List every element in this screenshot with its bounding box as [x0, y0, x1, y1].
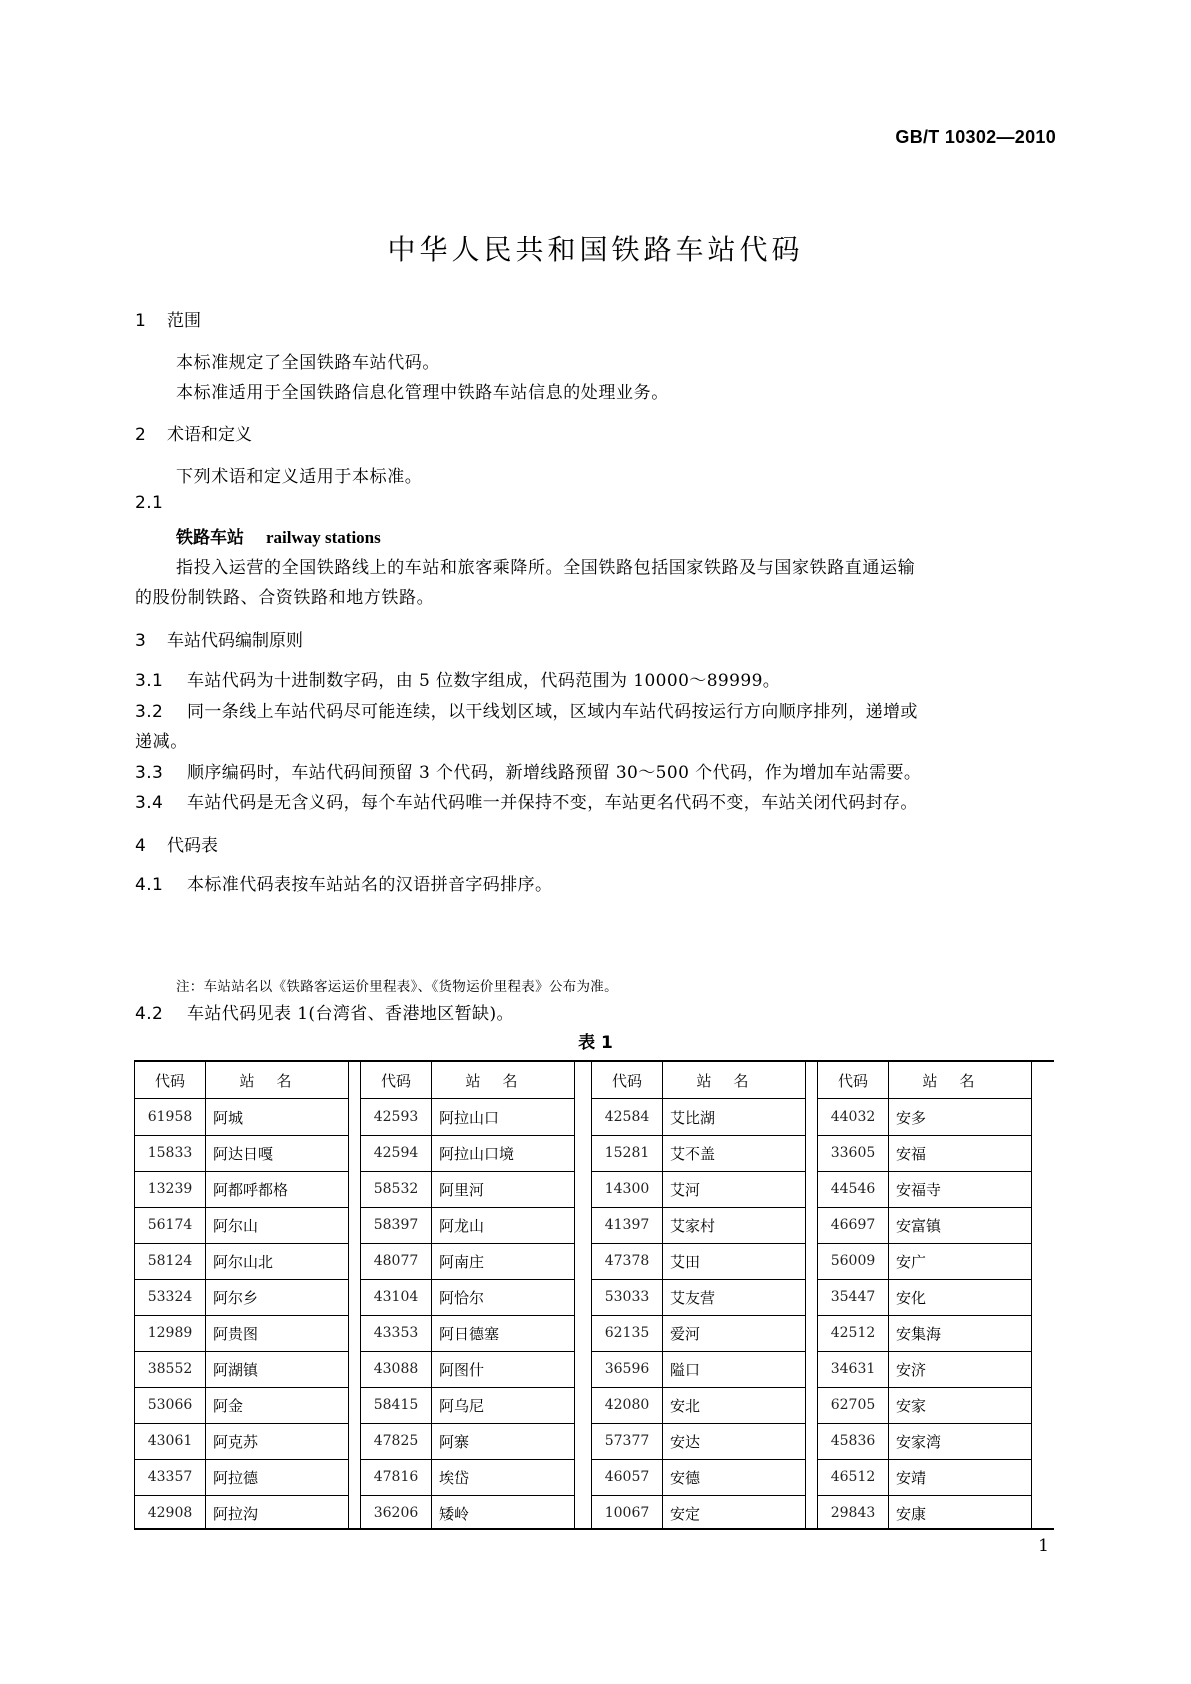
- table-row: [135, 1495, 348, 1531]
- station-code: 10067: [604, 1505, 650, 1521]
- station-name: 阿金: [213, 1396, 244, 1415]
- table-header-row: [361, 1062, 574, 1099]
- table-row: [818, 1495, 1031, 1531]
- table-row: [592, 1495, 805, 1531]
- table-row: [135, 1207, 348, 1244]
- paragraph: 下列术语和定义适用于本标准。: [176, 467, 423, 487]
- table-header-row: [135, 1062, 348, 1099]
- table-row: [361, 1207, 574, 1244]
- term-entry: [176, 523, 381, 548]
- section-title: 范围: [167, 311, 201, 331]
- section-title: 车站代码编制原则: [167, 631, 303, 651]
- station-name: 安达: [670, 1432, 701, 1451]
- station-name: 阿湖镇: [213, 1360, 259, 1379]
- section-number: 4: [135, 836, 146, 856]
- standard-number: GB/T 10302—2010: [895, 127, 1056, 147]
- station-name: 安康: [896, 1504, 927, 1523]
- page-number: 1: [1038, 1536, 1049, 1556]
- table-row: [135, 1459, 348, 1496]
- subclause-number: 2.1: [135, 493, 164, 513]
- station-code: 45836: [830, 1433, 876, 1449]
- station-name: 安靖: [896, 1468, 927, 1487]
- table-row: [818, 1459, 1031, 1496]
- table-caption: 表 1: [578, 1033, 613, 1053]
- station-code: 33605: [830, 1145, 876, 1161]
- station-name: 安家湾: [896, 1432, 942, 1451]
- table-block: [591, 1062, 806, 1528]
- station-code: 56009: [830, 1253, 876, 1269]
- table-row: [592, 1207, 805, 1244]
- station-name: 埃岱: [439, 1468, 470, 1487]
- station-name: 安化: [896, 1288, 927, 1307]
- station-name: 艾河: [670, 1180, 701, 1199]
- station-name: 安家: [896, 1396, 927, 1415]
- section-number: 3: [135, 631, 146, 651]
- station-code: 48077: [373, 1253, 419, 1269]
- table-row: [818, 1171, 1031, 1208]
- station-name: 安广: [896, 1252, 927, 1271]
- table-row: [135, 1315, 348, 1352]
- station-code: 13239: [147, 1181, 193, 1197]
- station-code: 46512: [830, 1469, 876, 1485]
- station-code: 44546: [830, 1181, 876, 1197]
- table-row: [135, 1135, 348, 1172]
- station-name: 阿城: [213, 1108, 244, 1127]
- station-code: 56174: [147, 1217, 193, 1233]
- station-name: 安富镇: [896, 1216, 942, 1235]
- station-code: 53066: [147, 1397, 193, 1413]
- station-name: 阿贵图: [213, 1324, 259, 1343]
- paragraph: 本标准规定了全国铁路车站代码。: [176, 353, 440, 373]
- clause-3-3: [135, 758, 921, 783]
- station-code: 42080: [604, 1397, 650, 1413]
- station-code: 58397: [373, 1217, 419, 1233]
- station-name: 阿南庄: [439, 1252, 485, 1271]
- station-name: 艾比湖: [670, 1108, 716, 1127]
- station-code: 43104: [373, 1289, 419, 1305]
- station-name: 艾不盖: [670, 1144, 716, 1163]
- table-row: [818, 1387, 1031, 1424]
- station-name: 阿都呼都格: [213, 1180, 289, 1199]
- header-code: 代码: [154, 1071, 185, 1090]
- table-row: [361, 1315, 574, 1352]
- station-code: 29843: [830, 1505, 876, 1521]
- station-code: 12989: [147, 1325, 193, 1341]
- table-row: [592, 1387, 805, 1424]
- table-row: [135, 1243, 348, 1280]
- station-code: 47378: [604, 1253, 650, 1269]
- section-1-heading: [135, 306, 201, 331]
- clause-text: 顺序编码时，车站代码间预留 3 个代码，新增线路预留 30～500 个代码，作为增加车站需要。: [187, 763, 922, 783]
- station-code: 34631: [830, 1361, 876, 1377]
- station-code: 43357: [147, 1469, 193, 1485]
- table-row: [592, 1171, 805, 1208]
- station-code: 47816: [373, 1469, 419, 1485]
- station-name: 阿恰尔: [439, 1288, 485, 1307]
- station-name: 艾友营: [670, 1288, 716, 1307]
- station-code: 41397: [604, 1217, 650, 1233]
- section-title: 术语和定义: [167, 425, 252, 445]
- table-row: [361, 1387, 574, 1424]
- clause-3-1: [135, 666, 780, 691]
- table-row: [361, 1279, 574, 1316]
- note-text: 注：车站站名以《铁路客运运价里程表》、《货物运价里程表》公布为准。: [176, 979, 618, 995]
- station-code: 47825: [373, 1433, 419, 1449]
- clause-text: 本标准代码表按车站站名的汉语拼音字码排序。: [187, 875, 553, 895]
- station-name: 阿拉山口: [439, 1108, 500, 1127]
- table-row: [135, 1423, 348, 1460]
- station-code: 38552: [147, 1361, 193, 1377]
- station-code: 43088: [373, 1361, 419, 1377]
- clause-text-continuation: 递减。: [135, 732, 188, 752]
- clause-text: 车站代码是无含义码，每个车站代码唯一并保持不变，车站更名代码不变，车站关闭代码封存。: [187, 793, 918, 813]
- clause-number: 3.4: [135, 793, 164, 813]
- station-code: 58124: [147, 1253, 193, 1269]
- header-code: 代码: [611, 1071, 642, 1090]
- table-row: [592, 1351, 805, 1388]
- header-code: 代码: [380, 1071, 411, 1090]
- station-name: 阿日德塞: [439, 1324, 500, 1343]
- table-row: [361, 1171, 574, 1208]
- station-name: 阿尔山北: [213, 1252, 274, 1271]
- station-name: 安福寺: [896, 1180, 942, 1199]
- header-name: 站名: [239, 1071, 314, 1090]
- station-name: 阿拉山口境: [439, 1144, 515, 1163]
- station-code: 62705: [830, 1397, 876, 1413]
- clause-text: 同一条线上车站代码尽可能连续，以干线划区域，区域内车站代码按运行方向顺序排列，递增或: [187, 702, 918, 722]
- station-code: 42593: [373, 1109, 419, 1125]
- station-code: 35447: [830, 1289, 876, 1305]
- station-code: 53033: [604, 1289, 650, 1305]
- clause-4-1: [135, 870, 552, 895]
- station-name: 阿里河: [439, 1180, 485, 1199]
- station-code-table: [134, 1060, 1054, 1530]
- station-code: 42594: [373, 1145, 419, 1161]
- station-name: 阿龙山: [439, 1216, 485, 1235]
- station-code: 61958: [147, 1109, 193, 1125]
- table-row: [361, 1495, 574, 1531]
- section-4-heading: [135, 831, 218, 856]
- table-row: [135, 1279, 348, 1316]
- table-row: [592, 1423, 805, 1460]
- station-code: 46697: [830, 1217, 876, 1233]
- clause-3-2: [135, 697, 918, 722]
- section-2-heading: [135, 420, 252, 445]
- table-header-row: [592, 1062, 805, 1099]
- section-number: 2: [135, 425, 146, 445]
- clause-number: 4.1: [135, 875, 164, 895]
- table-row: [818, 1099, 1031, 1136]
- table-row: [818, 1351, 1031, 1388]
- station-code: 58532: [373, 1181, 419, 1197]
- station-name: 阿乌尼: [439, 1396, 485, 1415]
- section-title: 代码表: [167, 836, 218, 856]
- paragraph: 本标准适用于全国铁路信息化管理中铁路车站信息的处理业务。: [176, 383, 669, 403]
- table-row: [592, 1459, 805, 1496]
- table-row: [592, 1243, 805, 1280]
- table-row: [135, 1351, 348, 1388]
- station-name: 安定: [670, 1504, 701, 1523]
- header-name: 站名: [922, 1071, 997, 1090]
- clause-3-4: [135, 788, 918, 813]
- table-row: [135, 1387, 348, 1424]
- clause-number: 4.2: [135, 1004, 164, 1024]
- station-code: 42512: [830, 1325, 876, 1341]
- station-name: 安多: [896, 1108, 927, 1127]
- table-row: [818, 1207, 1031, 1244]
- station-name: 阿达日嘎: [213, 1144, 274, 1163]
- station-code: 14300: [604, 1181, 650, 1197]
- table-row: [361, 1423, 574, 1460]
- station-code: 44032: [830, 1109, 876, 1125]
- clause-text: 车站代码见表 1(台湾省、香港地区暂缺)。: [187, 1004, 514, 1024]
- station-code: 62135: [604, 1325, 650, 1341]
- station-code: 53324: [147, 1289, 193, 1305]
- station-name: 安济: [896, 1360, 927, 1379]
- station-name: 安北: [670, 1396, 701, 1415]
- station-code: 43061: [147, 1433, 193, 1449]
- header-code: 代码: [837, 1071, 868, 1090]
- table-row: [361, 1099, 574, 1136]
- station-code: 42584: [604, 1109, 650, 1125]
- station-name: 矮岭: [439, 1504, 470, 1523]
- table-block: [360, 1062, 575, 1528]
- table-row: [592, 1135, 805, 1172]
- clause-number: 3.2: [135, 702, 164, 722]
- table-row: [818, 1315, 1031, 1352]
- clause-text: 车站代码为十进制数字码，由 5 位数字组成，代码范围为 10000～89999。: [187, 671, 781, 691]
- table-row: [135, 1099, 348, 1136]
- station-name: 阿拉沟: [213, 1504, 259, 1523]
- table-row: [818, 1243, 1031, 1280]
- table-row: [818, 1279, 1031, 1316]
- station-name: 安德: [670, 1468, 701, 1487]
- station-code: 36206: [373, 1505, 419, 1521]
- station-code: 42908: [147, 1505, 193, 1521]
- term-english: railway stations: [266, 528, 381, 547]
- station-code: 15833: [147, 1145, 193, 1161]
- table-row: [592, 1099, 805, 1136]
- definition-text: 的股份制铁路、合资铁路和地方铁路。: [135, 588, 435, 608]
- table-block: [817, 1062, 1032, 1528]
- station-name: 阿寨: [439, 1432, 470, 1451]
- table-row: [361, 1459, 574, 1496]
- section-number: 1: [135, 311, 146, 331]
- station-name: 阿图什: [439, 1360, 485, 1379]
- station-name: 安集海: [896, 1324, 942, 1343]
- table-row: [818, 1135, 1031, 1172]
- station-name: 安福: [896, 1144, 927, 1163]
- station-code: 57377: [604, 1433, 650, 1449]
- table-row: [592, 1315, 805, 1352]
- station-code: 15281: [604, 1145, 650, 1161]
- station-name: 阿尔乡: [213, 1288, 259, 1307]
- table-row: [361, 1351, 574, 1388]
- term-chinese: 铁路车站: [176, 528, 244, 548]
- station-code: 36596: [604, 1361, 650, 1377]
- table-header-row: [818, 1062, 1031, 1099]
- header-name: 站名: [465, 1071, 540, 1090]
- table-row: [135, 1171, 348, 1208]
- definition-text: 指投入运营的全国铁路线上的车站和旅客乘降所。全国铁路包括国家铁路及与国家铁路直通运输: [176, 558, 916, 578]
- station-code: 43353: [373, 1325, 419, 1341]
- table-row: [592, 1279, 805, 1316]
- station-code: 58415: [373, 1397, 419, 1413]
- clause-number: 3.1: [135, 671, 164, 691]
- section-3-heading: [135, 626, 303, 651]
- table-row: [818, 1423, 1031, 1460]
- table-block: [134, 1062, 349, 1528]
- clause-4-2: [135, 999, 514, 1024]
- station-name: 隘口: [670, 1360, 701, 1379]
- table-row: [361, 1243, 574, 1280]
- station-name: 阿尔山: [213, 1216, 259, 1235]
- clause-number: 3.3: [135, 763, 164, 783]
- station-code: 46057: [604, 1469, 650, 1485]
- header-name: 站名: [696, 1071, 771, 1090]
- table-row: [361, 1135, 574, 1172]
- station-name: 爱河: [670, 1324, 701, 1343]
- station-name: 阿克苏: [213, 1432, 259, 1451]
- station-name: 艾家村: [670, 1216, 716, 1235]
- station-name: 阿拉德: [213, 1468, 259, 1487]
- document-title: 中华人民共和国铁路车站代码: [387, 233, 804, 266]
- station-name: 艾田: [670, 1252, 701, 1271]
